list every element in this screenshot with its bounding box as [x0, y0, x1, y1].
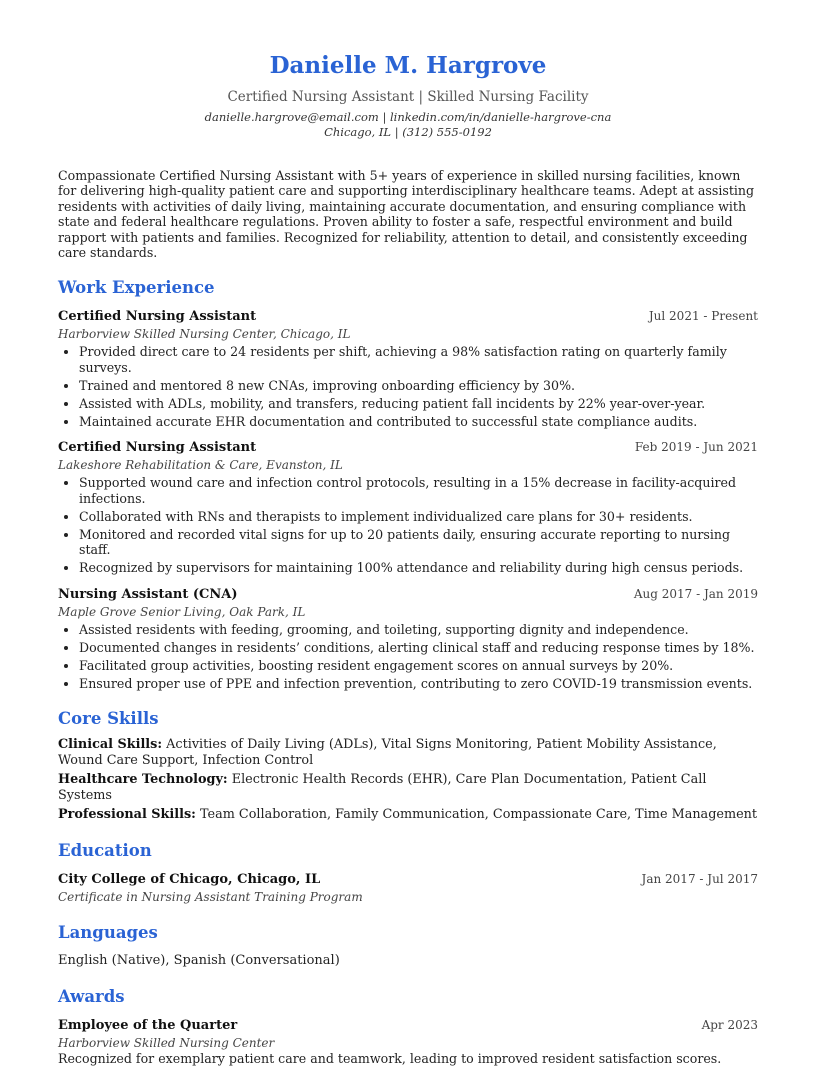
award-title: Employee of the Quarter [58, 1017, 238, 1033]
languages-list: English (Native), Spanish (Conversational) [58, 952, 340, 968]
resume-header [58, 0, 758, 140]
section-title-education: Education [58, 840, 152, 860]
bullet-item: • Monitored and recorded vital signs for up to 20 patients daily, ensuring accurate reporting to nursing staff. [79, 527, 758, 557]
skill-row [58, 737, 758, 768]
award-org: Harborview Skilled Nursing Center [58, 1035, 275, 1050]
bullet-item: • Maintained accurate EHR documentation and contributed to successful state compliance audits. [79, 414, 758, 429]
candidate-headline: Certified Nursing Assistant | Skilled Nursing Facility [227, 89, 589, 105]
award-date: Apr 2023 [701, 1017, 758, 1032]
award-description: Recognized for exemplary patient care and teamwork, leading to improved resident satisfaction scores. [58, 1050, 722, 1066]
job-title: Nursing Assistant (CNA) [58, 586, 238, 602]
school-name: City College of Chicago, Chicago, IL [58, 871, 321, 887]
skill-row [58, 772, 758, 803]
education-entry [58, 871, 758, 905]
job-dates: Aug 2017 - Jan 2019 [633, 586, 758, 601]
job-bullets [58, 475, 758, 575]
bullet-item: • Ensured proper use of PPE and infection prevention, contributing to zero COVID-19 transmission events. [79, 676, 758, 691]
job-dates: Feb 2019 - Jun 2021 [634, 440, 758, 455]
professional-summary: Compassionate Certified Nursing Assistant with 5+ years of experience in skilled nursing facilities, known for delivering high-quality patient care and supporting interdisciplinary healthcare teams. Adept at assisting residents with activities of daily living, maintaining accurate documentation, and ensuring compliance with state and federal healthcare regulations. Proven ability to foster a safe, respectful environment and build rapport with patients and families. Recognized for reliability, attention to detail, and consistently exceeding care standards. [58, 168, 755, 261]
job-title: Certified Nursing Assistant [58, 309, 257, 325]
skill-row [58, 807, 758, 822]
skill-values: Activities of Daily Living (ADLs), Vital Signs Monitoring, Patient Mobility Assistance, Wound Care Support, Infection Control [58, 737, 717, 768]
job-employer: Maple Grove Senior Living, Oak Park, IL [58, 604, 306, 619]
job-employer: Lakeshore Rehabilitation & Care, Evanston, IL [58, 458, 343, 473]
section-title-awards: Awards [58, 986, 125, 1006]
bullet-item: • Supported wound care and infection control protocols, resulting in a 15% decrease in facility-acquired infections. [79, 475, 758, 505]
education-program: Certificate in Nursing Assistant Training Program [58, 889, 363, 904]
bullet-item: • Collaborated with RNs and therapists to implement individualized care plans for 30+ residents. [79, 509, 758, 524]
candidate-name: Danielle M. Hargrove [269, 52, 547, 79]
bullet-item: • Trained and mentored 8 new CNAs, improving onboarding efficiency by 30%. [79, 378, 758, 393]
job-title: Certified Nursing Assistant [58, 440, 257, 456]
experience-list [58, 308, 758, 691]
bullet-item: • Assisted residents with feeding, grooming, and toileting, supporting dignity and independence. [79, 622, 758, 637]
bullet-item: • Recognized by supervisors for maintaining 100% attendance and reliability during high census periods. [79, 560, 758, 575]
job-bullets [58, 622, 758, 692]
section-title-skills: Core Skills [58, 709, 159, 729]
award-entry [58, 1017, 758, 1066]
skill-category: Professional Skills: [58, 807, 196, 823]
contact-line-location-phone: Chicago, IL | (312) 555-0192 [324, 125, 492, 139]
skill-values: Team Collaboration, Family Communication, Compassionate Care, Time Management [199, 807, 758, 823]
job-entry [58, 308, 758, 429]
skill-category: Healthcare Technology: [58, 772, 228, 788]
skill-values: Electronic Health Records (EHR), Care Plan Documentation, Patient Call Systems [58, 772, 707, 803]
bullet-item: • Facilitated group activities, boosting resident engagement scores on annual surveys by 20%. [79, 658, 758, 673]
job-dates: Jul 2021 - Present [648, 309, 758, 324]
job-bullets [58, 344, 758, 429]
bullet-item: • Assisted with ADLs, mobility, and transfers, reducing patient fall incidents by 22% year-over-year. [79, 396, 758, 411]
section-title-languages: Languages [58, 922, 158, 942]
job-entry [58, 586, 758, 692]
bullet-item: • Provided direct care to 24 residents per shift, achieving a 98% satisfaction rating on quarterly family surveys. [79, 344, 758, 374]
education-dates: Jan 2017 - Jul 2017 [641, 871, 758, 886]
job-employer: Harborview Skilled Nursing Center, Chicago, IL [58, 327, 351, 342]
skill-category: Clinical Skills: [58, 737, 163, 753]
job-entry [58, 439, 758, 575]
contact-line-email-linkedin: danielle.hargrove@email.com | linkedin.com/in/danielle-hargrove-cna [204, 110, 612, 124]
skills-list [58, 737, 758, 822]
bullet-item: • Documented changes in residents’ conditions, alerting clinical staff and reducing response times by 18%. [79, 640, 758, 655]
section-title-experience: Work Experience [58, 278, 215, 298]
